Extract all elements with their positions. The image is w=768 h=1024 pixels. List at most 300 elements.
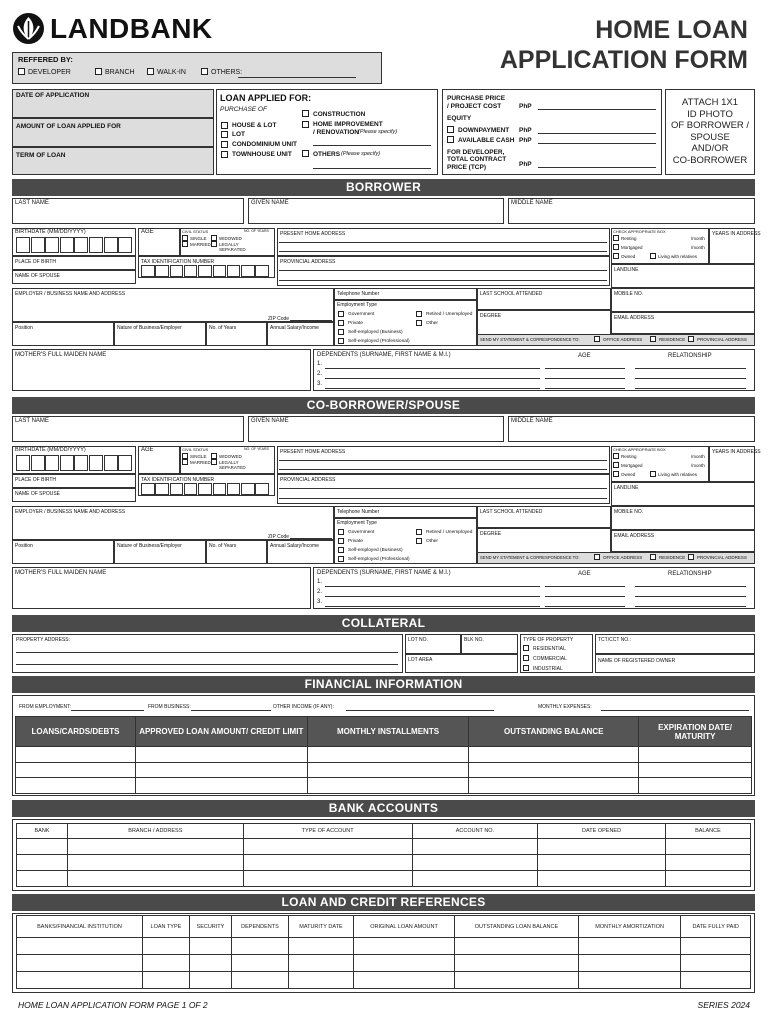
borrower-civil-label: CIVIL STATUS bbox=[182, 229, 209, 234]
borrower-zip-input[interactable] bbox=[290, 320, 332, 321]
registered-owner-field[interactable] bbox=[595, 654, 755, 673]
others-loan-input[interactable] bbox=[313, 168, 431, 169]
others-input[interactable] bbox=[238, 77, 356, 78]
borrower-residence-checkbox[interactable] bbox=[650, 336, 656, 342]
coborrower-tin-digit[interactable] bbox=[141, 483, 155, 495]
coborrower-given-name-label: GIVEN NAME bbox=[251, 418, 289, 424]
term-of-loan-field[interactable] bbox=[12, 147, 214, 175]
coborrower-tin-digit[interactable] bbox=[198, 483, 212, 495]
borrower-owned-checkbox[interactable] bbox=[613, 253, 619, 259]
please-specify-label: (Please specify) bbox=[358, 129, 398, 135]
borrower-widowed-label: WIDOWED bbox=[219, 236, 242, 241]
references-cell[interactable] bbox=[578, 938, 680, 955]
borrower-tin-digit[interactable] bbox=[155, 265, 169, 277]
tct-label: TCT/CCT NO.: bbox=[598, 637, 631, 643]
coborrower-tin-digit[interactable] bbox=[184, 483, 198, 495]
borrower-tin-digit[interactable] bbox=[198, 265, 212, 277]
references-cell[interactable] bbox=[454, 972, 578, 989]
coborrower-email-field-label: EMAIL ADDRESS bbox=[614, 533, 655, 539]
borrower-dependent-name-1[interactable] bbox=[325, 368, 540, 369]
bank-cell[interactable] bbox=[665, 855, 750, 871]
residential-checkbox[interactable] bbox=[523, 645, 529, 651]
property-address-field[interactable] bbox=[12, 634, 403, 673]
coborrower-salary-field[interactable] bbox=[267, 540, 334, 564]
coborrower-age-label: AGE bbox=[141, 447, 154, 453]
coborrower-dependent-rel-1[interactable] bbox=[635, 586, 746, 587]
coborrower-birthdate-digit[interactable] bbox=[31, 455, 45, 471]
improvement-checkbox[interactable] bbox=[302, 121, 309, 128]
table-row bbox=[17, 938, 751, 955]
coborrower-employer-field-label: EMPLOYER / BUSINESS NAME AND ADDRESS bbox=[15, 509, 126, 515]
references-cell[interactable] bbox=[354, 938, 455, 955]
debts-cell[interactable] bbox=[135, 747, 307, 763]
coborrower-dependent-rel-2[interactable] bbox=[635, 596, 746, 597]
house-lot-checkbox[interactable] bbox=[221, 122, 228, 129]
coborrower-birthdate-digit[interactable] bbox=[45, 455, 59, 471]
references-cell[interactable] bbox=[454, 938, 578, 955]
references-col-header: SECURITY bbox=[189, 916, 231, 938]
coborrower-owned-checkbox[interactable] bbox=[613, 471, 619, 477]
borrower-mobile-field-label: MOBILE NO. bbox=[614, 291, 644, 297]
borrower-birthdate-digit[interactable] bbox=[104, 237, 118, 253]
available-cash-input[interactable] bbox=[538, 143, 656, 144]
borrower-dependent-rel-1[interactable] bbox=[635, 368, 746, 369]
references-cell[interactable] bbox=[17, 955, 143, 972]
coborrower-present-address-line1[interactable] bbox=[279, 460, 607, 461]
debts-cell[interactable] bbox=[135, 778, 307, 794]
coborrower-years-employed-field[interactable] bbox=[206, 540, 267, 564]
borrower-present-address-line1[interactable] bbox=[279, 242, 607, 243]
references-cell[interactable] bbox=[578, 955, 680, 972]
coborrower-dep-num-1: 1. bbox=[317, 579, 323, 585]
borrower-landline-field-label: LANDLINE bbox=[614, 267, 639, 273]
borrower-retired-checkbox[interactable] bbox=[416, 311, 422, 317]
borrower-telephone-field-label: Telephone Number bbox=[337, 291, 380, 297]
borrower-years-employed-field[interactable] bbox=[206, 322, 267, 346]
coborrower-mortgaged-checkbox[interactable] bbox=[613, 462, 619, 468]
borrower-tin-digit[interactable] bbox=[255, 265, 269, 277]
coborrower-middle-name-label: MIDDLE NAME bbox=[511, 418, 553, 424]
bank-cell[interactable] bbox=[412, 839, 538, 855]
references-cell[interactable] bbox=[143, 938, 190, 955]
from-business-input[interactable] bbox=[191, 710, 271, 711]
references-cell[interactable] bbox=[288, 972, 353, 989]
coborrower-dependent-age-3[interactable] bbox=[545, 606, 625, 607]
coborrower-retired-label: Retired / Unemployed bbox=[426, 530, 473, 535]
coborrower-prov-addr-checkbox[interactable] bbox=[688, 554, 694, 560]
borrower-provincial-address-field-label: PROVINCIAL ADDRESS bbox=[280, 259, 336, 265]
bank-cell[interactable] bbox=[665, 871, 750, 887]
borrower-email-field[interactable] bbox=[611, 312, 755, 334]
references-cell[interactable] bbox=[681, 972, 751, 989]
bank-cell[interactable] bbox=[538, 855, 666, 871]
references-col-header: DATE FULLY PAID bbox=[681, 916, 751, 938]
borrower-dependent-age-2[interactable] bbox=[545, 378, 625, 379]
blk-no-field[interactable] bbox=[461, 634, 518, 654]
debts-col-header: APPROVED LOAN AMOUNT/ CREDIT LIMIT bbox=[135, 717, 307, 747]
walkin-label: WALK-IN bbox=[157, 69, 186, 76]
borrower-birthdate-digit[interactable] bbox=[31, 237, 45, 253]
references-cell[interactable] bbox=[17, 938, 143, 955]
borrower-section bbox=[0, 198, 768, 393]
coborrower-government-checkbox[interactable] bbox=[338, 529, 344, 535]
from-business-label: FROM BUSINESS: bbox=[148, 704, 191, 710]
debts-col-header: LOANS/CARDS/DEBTS bbox=[16, 717, 136, 747]
coborrower-dependents-label: DEPENDENTS (SURNAME, FIRST NAME & M.I.) bbox=[317, 570, 451, 576]
others-loan-checkbox[interactable] bbox=[302, 150, 309, 157]
borrower-provincial-line2[interactable] bbox=[279, 280, 607, 281]
borrower-birthdate-digit[interactable] bbox=[118, 237, 132, 253]
coborrower-dep-age-label: AGE bbox=[578, 571, 591, 577]
borrower-birthdate-digit[interactable] bbox=[60, 237, 74, 253]
term-of-loan-label: TERM OF LOAN bbox=[16, 152, 66, 159]
coborrower-nature-field[interactable] bbox=[114, 540, 206, 564]
coborrower-position-field[interactable] bbox=[12, 540, 114, 564]
php-label-2: PhP bbox=[519, 127, 532, 134]
form-title-line1: HOME LOAN bbox=[595, 16, 748, 44]
coborrower-spouse-field[interactable] bbox=[12, 488, 136, 502]
coborrower-tin-digit[interactable] bbox=[227, 483, 241, 495]
from-employment-input[interactable] bbox=[71, 710, 144, 711]
references-cell[interactable] bbox=[232, 955, 289, 972]
references-cell[interactable] bbox=[232, 972, 289, 989]
borrower-last-school-field[interactable] bbox=[477, 288, 611, 310]
coborrower-nodep-label: NO. OF YEARS bbox=[244, 447, 269, 451]
bank-cell[interactable] bbox=[665, 839, 750, 855]
coborrower-residence-label: RESIDENCE bbox=[659, 555, 686, 560]
borrower-married-label: MARRIED bbox=[190, 242, 211, 247]
debts-cell[interactable] bbox=[16, 747, 136, 763]
borrower-provincial-line1[interactable] bbox=[279, 270, 607, 271]
borrower-mother-label: MOTHER'S FULL MAIDEN NAME bbox=[15, 352, 107, 358]
lot-checkbox[interactable] bbox=[221, 131, 228, 138]
borrower-email-field-label: EMAIL ADDRESS bbox=[614, 315, 655, 321]
borrower-private-checkbox[interactable] bbox=[338, 320, 344, 326]
borrower-dependent-name-2[interactable] bbox=[325, 378, 540, 379]
borrower-tin-digit[interactable] bbox=[170, 265, 184, 277]
borrower-legally-checkbox[interactable] bbox=[211, 241, 217, 247]
monthly-expenses-input[interactable] bbox=[601, 710, 749, 711]
borrower-tin-digit[interactable] bbox=[184, 265, 198, 277]
date-of-application-field[interactable] bbox=[12, 89, 214, 118]
borrower-dependent-age-1[interactable] bbox=[545, 368, 625, 369]
debts-cell[interactable] bbox=[639, 778, 752, 794]
debts-cell[interactable] bbox=[469, 747, 639, 763]
condo-checkbox[interactable] bbox=[221, 141, 228, 148]
bank-cell[interactable] bbox=[412, 871, 538, 887]
coborrower-self-bus-checkbox[interactable] bbox=[338, 547, 344, 553]
coborrower-birthdate-digit[interactable] bbox=[118, 455, 132, 471]
table-row bbox=[17, 855, 751, 871]
borrower-married-checkbox[interactable] bbox=[182, 241, 188, 247]
coborrower-renting-checkbox[interactable] bbox=[613, 453, 619, 459]
coborrower-owned-label: Owned bbox=[621, 472, 636, 477]
borrower-month-label-2: /month bbox=[691, 245, 705, 250]
debts-cell[interactable] bbox=[639, 762, 752, 778]
downpayment-input[interactable] bbox=[538, 133, 656, 134]
borrower-government-checkbox[interactable] bbox=[338, 311, 344, 317]
amount-of-loan-field[interactable] bbox=[12, 118, 214, 147]
borrower-employer-field-label: EMPLOYER / BUSINESS NAME AND ADDRESS bbox=[15, 291, 126, 297]
coborrower-birthdate-digit[interactable] bbox=[104, 455, 118, 471]
references-cell[interactable] bbox=[681, 938, 751, 955]
developer-note-3: PRICE (TCP) bbox=[447, 164, 486, 171]
borrower-last-school-field-label: LAST SCHOOL ATTENDED bbox=[480, 291, 543, 297]
debts-table bbox=[15, 716, 752, 794]
borrower-middle-name-label: MIDDLE NAME bbox=[511, 200, 553, 206]
bank-cell[interactable] bbox=[243, 871, 412, 887]
coborrower-provincial-address-field[interactable] bbox=[277, 474, 610, 504]
coborrower-birthdate-digit[interactable] bbox=[16, 455, 30, 471]
references-cell[interactable] bbox=[354, 972, 455, 989]
bank-cell[interactable] bbox=[17, 855, 68, 871]
tcp-input[interactable] bbox=[538, 167, 656, 168]
available-cash-checkbox[interactable] bbox=[447, 136, 454, 143]
coborrower-dependent-name-2[interactable] bbox=[325, 596, 540, 597]
borrower-other-label: Other bbox=[426, 321, 438, 326]
coborrower-email-field[interactable] bbox=[611, 530, 755, 552]
commercial-label: COMMERCIAL bbox=[533, 656, 567, 662]
coborrower-other-checkbox[interactable] bbox=[416, 538, 422, 544]
borrower-renting-checkbox[interactable] bbox=[613, 235, 619, 241]
bank-cell[interactable] bbox=[243, 855, 412, 871]
debts-cell[interactable] bbox=[135, 762, 307, 778]
coborrower-spouse-field-label: NAME OF SPOUSE bbox=[15, 491, 61, 497]
debts-cell[interactable] bbox=[16, 778, 136, 794]
borrower-birthdate-digit[interactable] bbox=[74, 237, 88, 253]
borrower-tin-digit[interactable] bbox=[213, 265, 227, 277]
coborrower-provincial-line2[interactable] bbox=[279, 498, 607, 499]
developer-checkbox[interactable] bbox=[18, 68, 25, 75]
debts-cell[interactable] bbox=[16, 762, 136, 778]
borrower-birthdate-digit[interactable] bbox=[45, 237, 59, 253]
borrower-birthdate-digit[interactable] bbox=[16, 237, 30, 253]
debts-cell[interactable] bbox=[307, 778, 469, 794]
improvement-input[interactable] bbox=[313, 145, 431, 146]
borrower-dependent-name-3[interactable] bbox=[325, 388, 540, 389]
coborrower-single-label: SINGLE bbox=[190, 454, 207, 459]
borrower-other-checkbox[interactable] bbox=[416, 320, 422, 326]
coborrower-years-address-field[interactable] bbox=[709, 446, 761, 482]
bank-col-header: TYPE OF ACCOUNT bbox=[243, 824, 412, 839]
coborrower-check-box-label: CHECK APPROPRIATE BOX bbox=[613, 447, 666, 452]
borrower-tin-field-label: TAX IDENTIFICATION NUMBER bbox=[141, 259, 215, 265]
borrower-dependent-rel-2[interactable] bbox=[635, 378, 746, 379]
borrower-provincial-address-field[interactable] bbox=[277, 256, 610, 286]
coborrower-degree-field-label: DEGREE bbox=[480, 531, 502, 537]
references-cell[interactable] bbox=[189, 972, 231, 989]
bank-cell[interactable] bbox=[67, 871, 243, 887]
coborrower-dependent-age-2[interactable] bbox=[545, 596, 625, 597]
bank-col-header: ACCOUNT NO. bbox=[412, 824, 538, 839]
borrower-self-bus-checkbox[interactable] bbox=[338, 329, 344, 335]
coborrower-tin-digit[interactable] bbox=[155, 483, 169, 495]
debts-cell[interactable] bbox=[639, 747, 752, 763]
references-header-row bbox=[17, 916, 751, 938]
coborrower-landline-field[interactable] bbox=[611, 482, 755, 506]
borrower-nature-field[interactable] bbox=[114, 322, 206, 346]
coborrower-present-address-line2[interactable] bbox=[279, 469, 607, 470]
bank-cell[interactable] bbox=[67, 839, 243, 855]
coborrower-dependent-name-3[interactable] bbox=[325, 606, 540, 607]
borrower-dep-num-1: 1. bbox=[317, 361, 323, 367]
coborrower-tin-digit[interactable] bbox=[241, 483, 255, 495]
coborrower-private-checkbox[interactable] bbox=[338, 538, 344, 544]
coborrower-tin-digit[interactable] bbox=[213, 483, 227, 495]
references-cell[interactable] bbox=[578, 972, 680, 989]
coborrower-provincial-line1[interactable] bbox=[279, 488, 607, 489]
borrower-present-address-line2[interactable] bbox=[279, 251, 607, 252]
coborrower-mobile-field-label: MOBILE NO. bbox=[614, 509, 644, 515]
bank-col-header: BRANCH / ADDRESS bbox=[67, 824, 243, 839]
walkin-checkbox[interactable] bbox=[147, 68, 154, 75]
coborrower-self-prof-checkbox[interactable] bbox=[338, 556, 344, 562]
debts-header-row bbox=[16, 717, 752, 747]
others-checkbox[interactable] bbox=[201, 68, 208, 75]
references-cell[interactable] bbox=[681, 955, 751, 972]
borrower-relationship-label: RELATIONSHIP bbox=[668, 353, 712, 359]
branch-checkbox[interactable] bbox=[95, 68, 102, 75]
photo-line-6: CO-BORROWER bbox=[672, 154, 748, 166]
borrower-landline-field[interactable] bbox=[611, 264, 755, 288]
lot-no-field[interactable] bbox=[405, 634, 461, 654]
coborrower-government-label: Government bbox=[348, 530, 375, 535]
coborrower-last-name-label: LAST NAME bbox=[15, 418, 49, 424]
property-address-line-1 bbox=[16, 652, 398, 653]
references-cell[interactable] bbox=[288, 955, 353, 972]
coborrower-tin-field-label: TAX IDENTIFICATION NUMBER bbox=[141, 477, 215, 483]
references-cell[interactable] bbox=[189, 955, 231, 972]
borrower-years-address-field[interactable] bbox=[709, 228, 761, 264]
registered-owner-label: NAME OF REGISTERED OWNER bbox=[598, 658, 676, 664]
coborrower-telephone-field[interactable] bbox=[334, 506, 477, 518]
borrower-mortgaged-checkbox[interactable] bbox=[613, 244, 619, 250]
borrower-dependent-age-3[interactable] bbox=[545, 388, 625, 389]
table-row bbox=[16, 778, 752, 794]
bank-cell[interactable] bbox=[538, 839, 666, 855]
coborrower-years-address-field-label: YEARS IN ADDRESS bbox=[712, 449, 761, 455]
references-cell[interactable] bbox=[143, 955, 190, 972]
coborrower-residence-checkbox[interactable] bbox=[650, 554, 656, 560]
coborrower-tin-digit[interactable] bbox=[170, 483, 184, 495]
construction-checkbox[interactable] bbox=[302, 110, 309, 117]
borrower-office-checkbox[interactable] bbox=[594, 336, 600, 342]
borrower-dependent-rel-3[interactable] bbox=[635, 388, 746, 389]
borrower-dep-age-label: AGE bbox=[578, 353, 591, 359]
coborrower-tin-digit[interactable] bbox=[255, 483, 269, 495]
coborrower-office-checkbox[interactable] bbox=[594, 554, 600, 560]
borrower-telephone-field[interactable] bbox=[334, 288, 477, 300]
tct-field[interactable] bbox=[595, 634, 755, 654]
purchase-price-input[interactable] bbox=[538, 109, 656, 110]
townhouse-checkbox[interactable] bbox=[221, 151, 228, 158]
references-cell[interactable] bbox=[143, 972, 190, 989]
coborrower-retired-checkbox[interactable] bbox=[416, 529, 422, 535]
lot-no-label: LOT NO. bbox=[408, 637, 428, 643]
bank-cell[interactable] bbox=[17, 839, 68, 855]
coborrower-month-label-2: /month bbox=[691, 463, 705, 468]
bank-cell[interactable] bbox=[412, 855, 538, 871]
coborrower-dependent-name-1[interactable] bbox=[325, 586, 540, 587]
borrower-relatives-checkbox[interactable] bbox=[650, 253, 656, 259]
borrower-place-of-birth-field-label: PLACE OF BIRTH bbox=[15, 259, 57, 265]
coborrower-relatives-label: Living with relatives bbox=[658, 472, 698, 477]
references-cell[interactable] bbox=[17, 972, 143, 989]
borrower-birthdate-digit[interactable] bbox=[89, 237, 103, 253]
coborrower-dependent-age-1[interactable] bbox=[545, 586, 625, 587]
debts-cell[interactable] bbox=[469, 762, 639, 778]
downpayment-checkbox[interactable] bbox=[447, 126, 454, 133]
coborrower-birthdate-digit[interactable] bbox=[74, 455, 88, 471]
borrower-month-label-1: /month bbox=[691, 236, 705, 241]
coborrower-dependent-rel-3[interactable] bbox=[635, 606, 746, 607]
coborrower-birthdate-digit[interactable] bbox=[60, 455, 74, 471]
bank-cell[interactable] bbox=[67, 855, 243, 871]
borrower-prov-addr-label: PROVINCIAL ADDRESS bbox=[697, 337, 747, 342]
borrower-self-prof-checkbox[interactable] bbox=[338, 338, 344, 344]
borrower-tin-digit[interactable] bbox=[227, 265, 241, 277]
borrower-dep-num-2: 2. bbox=[317, 371, 323, 377]
references-cell[interactable] bbox=[454, 955, 578, 972]
bank-cell[interactable] bbox=[538, 871, 666, 887]
coborrower-birthdate-label: BIRTHDATE (MM/DD/YYYY) bbox=[15, 447, 86, 453]
coborrower-zip-input[interactable] bbox=[290, 538, 332, 539]
borrower-place-of-birth-field[interactable] bbox=[12, 256, 136, 270]
coborrower-birthdate-digit[interactable] bbox=[89, 455, 103, 471]
references-cell[interactable] bbox=[288, 938, 353, 955]
coborrower-present-address-field-label: PRESENT HOME ADDRESS bbox=[280, 449, 346, 455]
coborrower-last-school-field[interactable] bbox=[477, 506, 611, 528]
borrower-retired-label: Retired / Unemployed bbox=[426, 312, 473, 317]
borrower-prov-addr-checkbox[interactable] bbox=[688, 336, 694, 342]
references-col-header: LOAN TYPE bbox=[143, 916, 190, 938]
lot-area-field[interactable] bbox=[405, 654, 518, 673]
coborrower-married-checkbox[interactable] bbox=[182, 459, 188, 465]
references-cell[interactable] bbox=[232, 938, 289, 955]
coborrower-place-of-birth-field[interactable] bbox=[12, 474, 136, 488]
industrial-checkbox[interactable] bbox=[523, 665, 529, 671]
bank-cell[interactable] bbox=[243, 839, 412, 855]
references-section-header: LOAN AND CREDIT REFERENCES bbox=[12, 894, 755, 911]
borrower-degree-field-label: DEGREE bbox=[480, 313, 502, 319]
lot-area-label: LOT AREA bbox=[408, 657, 433, 663]
borrower-position-field[interactable] bbox=[12, 322, 114, 346]
references-cell[interactable] bbox=[354, 955, 455, 972]
house-lot-label: HOUSE & LOT bbox=[232, 122, 277, 129]
coborrower-nature-field-label: Nature of Business/Employer bbox=[117, 543, 182, 549]
debts-cell[interactable] bbox=[307, 747, 469, 763]
bank-cell[interactable] bbox=[17, 871, 68, 887]
table-row bbox=[17, 972, 751, 989]
other-income-input[interactable] bbox=[346, 710, 494, 711]
photo-line-1: ATTACH 1X1 bbox=[681, 97, 739, 108]
borrower-tin-digit[interactable] bbox=[141, 265, 155, 277]
borrower-salary-field[interactable] bbox=[267, 322, 334, 346]
borrower-spouse-field[interactable] bbox=[12, 270, 136, 284]
renovation-label: / RENOVATION bbox=[313, 129, 359, 136]
coborrower-legally-checkbox[interactable] bbox=[211, 459, 217, 465]
coborrower-mortgaged-label: Mortgaged bbox=[621, 463, 643, 468]
coborrower-relatives-checkbox[interactable] bbox=[650, 471, 656, 477]
commercial-checkbox[interactable] bbox=[523, 655, 529, 661]
borrower-tin-digit[interactable] bbox=[241, 265, 255, 277]
debts-cell[interactable] bbox=[307, 762, 469, 778]
borrower-mobile-field[interactable] bbox=[611, 288, 755, 312]
debts-cell[interactable] bbox=[469, 778, 639, 794]
coborrower-mobile-field[interactable] bbox=[611, 506, 755, 530]
financial-section-header: FINANCIAL INFORMATION bbox=[12, 676, 755, 693]
references-cell[interactable] bbox=[189, 938, 231, 955]
